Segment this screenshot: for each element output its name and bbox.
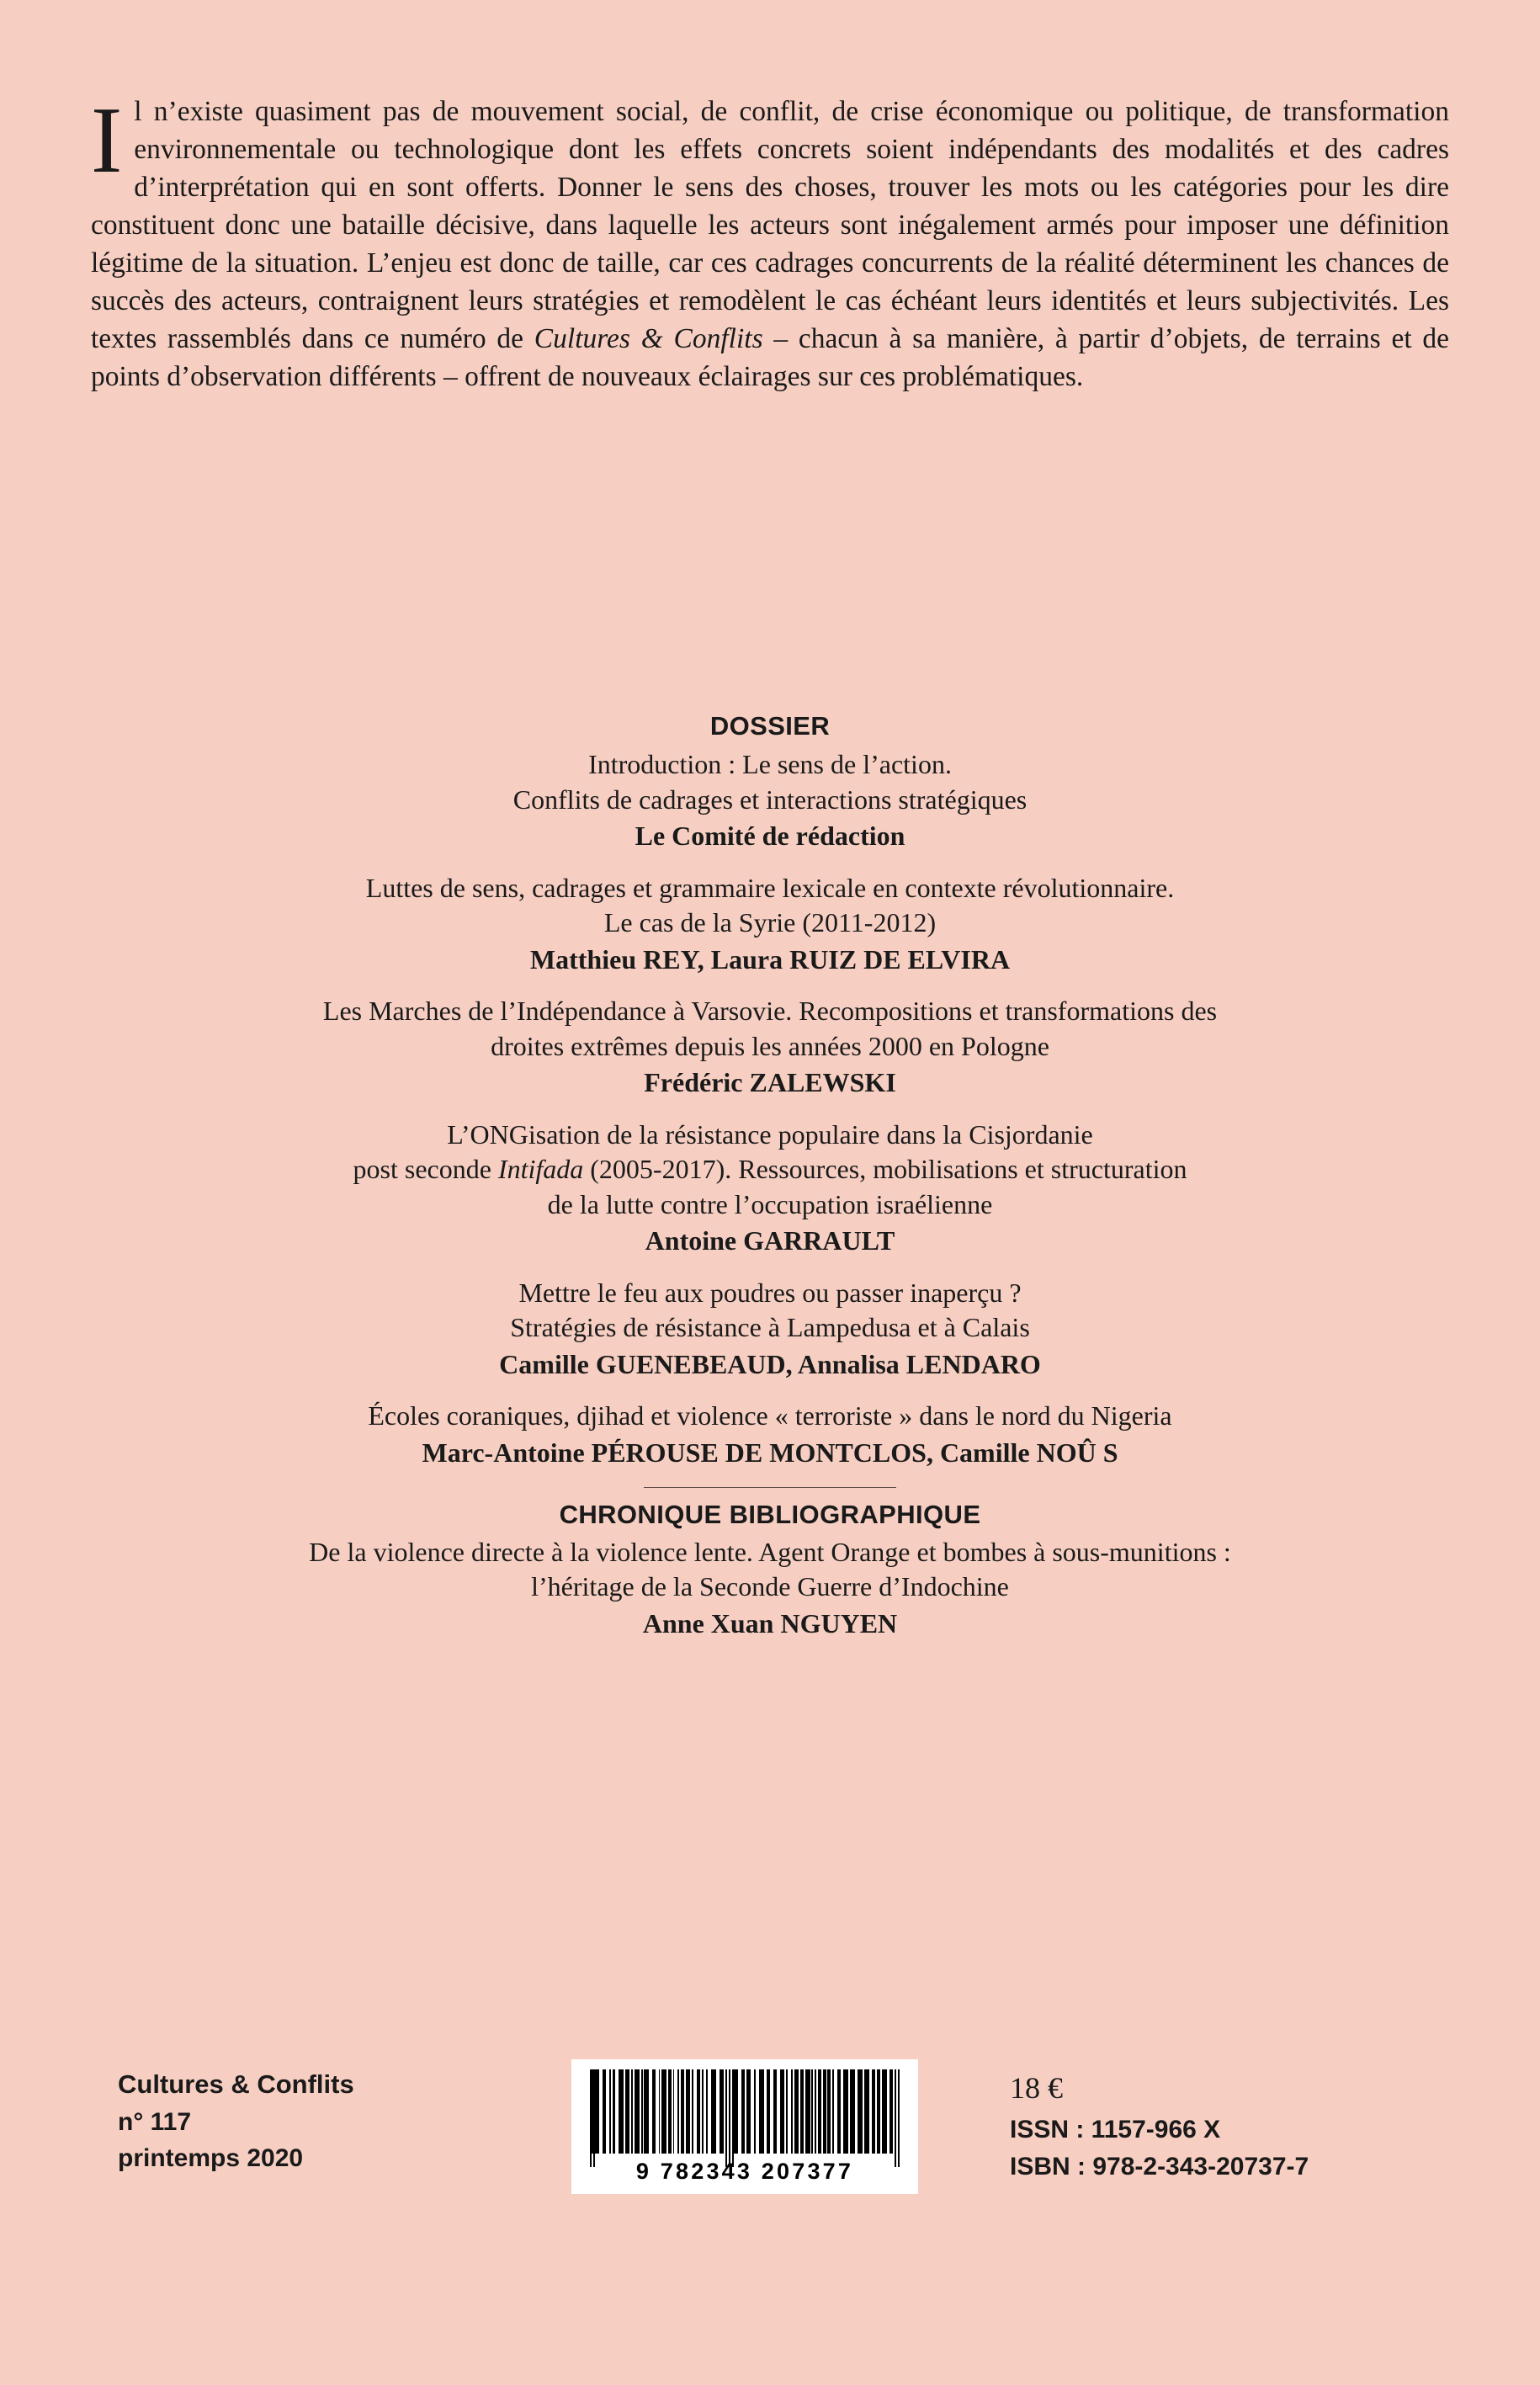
- toc-entry-title-line: Mettre le feu aux poudres ou passer inaperçu ?: [518, 1277, 1022, 1308]
- price: 18 €: [1010, 2071, 1063, 2105]
- isbn: ISBN : 978-2-343-20737-7: [1010, 2152, 1309, 2180]
- toc-title-italic: Intifada: [497, 1154, 584, 1185]
- issn: ISSN : 1157-966 X: [1010, 2116, 1221, 2144]
- toc-entry-title-line: droites extrêmes depuis les années 2000 en Pologne: [491, 1030, 1049, 1061]
- blurb-paragraph: [91, 88, 1450, 396]
- footer-journal-info: [118, 2066, 354, 2177]
- toc-title-post: (2005-2017). Ressources, mobilisations et structuration: [583, 1154, 1187, 1185]
- toc-entry-authors: Anne Xuan NGUYEN: [642, 1608, 898, 1639]
- toc-entry-title-line: de la lutte contre l’occupation israélienne: [547, 1188, 993, 1219]
- toc-entry-authors: Antoine GARRAULT: [645, 1225, 895, 1256]
- footer-price-info: [1010, 2066, 1309, 2185]
- table-of-contents: [91, 711, 1449, 1658]
- barcode-digits: 9 782343 207377: [635, 2159, 854, 2184]
- blurb-text-part-2: – chacun à sa manière, à partir d’objets, de terrains et de points d’observation différents – offrent de nouveaux éclairages sur ces problématiques.: [91, 323, 1450, 393]
- toc-entry-authors: Matthieu REY, Laura RUIZ DE ELVIRA: [529, 943, 1011, 975]
- toc-entry-title-line: Conflits de cadrages et interactions stratégiques: [512, 784, 1028, 815]
- toc-entry-authors: Marc-Antoine PÉROUSE DE MONTCLOS, Camille NOÛ S: [422, 1437, 1118, 1468]
- section-divider: [644, 1487, 896, 1488]
- chronique-heading: CHRONIQUE BIBLIOGRAPHIQUE: [559, 1499, 981, 1529]
- toc-entry-title-line: Le cas de la Syrie (2011-2012): [603, 907, 937, 938]
- drop-cap: I: [91, 88, 123, 193]
- toc-entry: [91, 994, 1449, 1100]
- toc-entry-authors: Camille GUENEBEAUD, Annalisa LENDARO: [499, 1348, 1041, 1379]
- toc-entry-title-line: l’héritage de la Seconde Guerre d’Indochine: [531, 1571, 1009, 1602]
- toc-title-pre: post seconde: [353, 1154, 498, 1185]
- toc-entry: [91, 871, 1449, 977]
- toc-entry: [91, 1118, 1449, 1259]
- toc-entry: [91, 1399, 1449, 1470]
- toc-entry-title-line: De la violence directe à la violence lente. Agent Orange et bombes à sous-munitions :: [309, 1536, 1231, 1567]
- footer: [0, 2066, 1540, 2234]
- toc-entry-title-line: Les Marches de l’Indépendance à Varsovie. Recompositions et transformations des: [322, 996, 1218, 1027]
- toc-entry: [91, 1276, 1449, 1382]
- barcode: [571, 2059, 918, 2194]
- issue-date: printemps 2020: [118, 2144, 304, 2173]
- toc-entry-title-line: Luttes de sens, cadrages et grammaire lexicale en contexte révolutionnaire.: [365, 872, 1175, 903]
- dossier-heading: DOSSIER: [709, 711, 831, 741]
- toc-entry: [91, 746, 1449, 854]
- toc-entry: [91, 1535, 1449, 1641]
- toc-entry-authors: Le Comité de rédaction: [635, 821, 905, 852]
- blurb-text-part-1: l n’existe quasiment pas de mouvement social, de conflit, de crise économique ou politique, de transformation environnementale ou technologique dont les effets concrets soient indépendants des modalités et des cadres d’interprétation qui en sont offerts. Donner le sens des choses, trouver les mots ou les catégories pour les dire constituent donc une bataille décisive, dans laquelle les acteurs sont inégalement armés pour imposer une définition légitime de la situation. L’enjeu est donc de taille, car ces cadrages concurrents de la réalité déterminent les chances de succès des acteurs, contraignent leurs stratégies et remodèlent le cas échéant leurs identités et leurs subjectivités. Les textes rassemblés dans ce numéro de: [91, 96, 1449, 355]
- toc-entry-title-line: Introduction : Le sens de l’action.: [588, 749, 952, 779]
- journal-title: Cultures & Conflits: [118, 2069, 354, 2099]
- toc-entry-title-line: L’ONGisation de la résistance populaire dans la Cisjordanie: [447, 1118, 1093, 1150]
- toc-entry-authors: Frédéric ZALEWSKI: [644, 1067, 896, 1098]
- toc-entry-title-line: Écoles coraniques, djihad et violence « terroriste » dans le nord du Nigeria: [368, 1400, 1172, 1431]
- barcode-bars: [590, 2069, 900, 2154]
- issue-number: n° 117: [118, 2107, 192, 2136]
- toc-entry-title-line-mixed: [91, 1152, 1449, 1187]
- blurb-italic-journal-name: Cultures & Conflits: [534, 323, 763, 355]
- toc-entry-title-line: Stratégies de résistance à Lampedusa et à Calais: [510, 1312, 1030, 1343]
